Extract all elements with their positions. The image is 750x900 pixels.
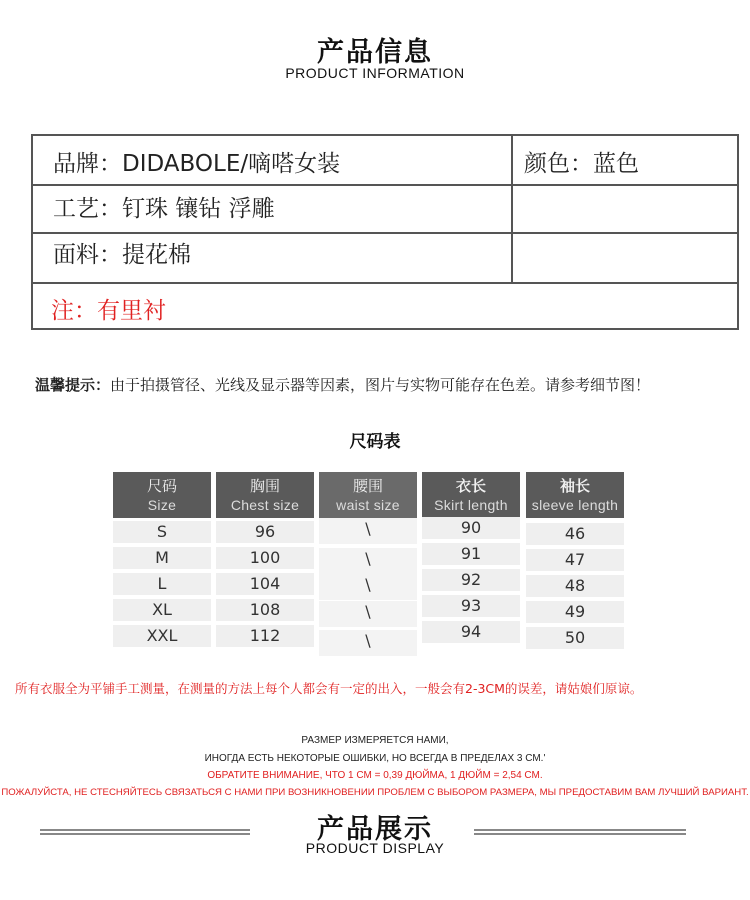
info-row-brand xyxy=(33,136,737,184)
color-label: 颜色：蓝色 xyxy=(524,151,639,177)
chest-cell: 100 xyxy=(216,547,314,569)
sleeve-header-en: sleeve length xyxy=(531,497,619,513)
color-difference-tip xyxy=(35,374,650,395)
length-column-header xyxy=(422,472,520,518)
size-column xyxy=(113,472,211,645)
sleeve-header-cn: 袖长 xyxy=(559,477,590,495)
size-cell: XL xyxy=(113,599,211,621)
info-row-craft xyxy=(33,184,737,232)
craft-label: 工艺：钉珠 镶钻 浮雕 xyxy=(53,196,275,222)
product-display-subtitle: PRODUCT DISPLAY xyxy=(305,840,445,856)
size-cell: S xyxy=(113,521,211,543)
waist-column-header xyxy=(319,472,417,518)
chest-column xyxy=(216,472,314,645)
chest-header-cn: 胸围 xyxy=(249,477,280,495)
chest-cell: 108 xyxy=(216,599,314,621)
waist-cell: \ xyxy=(319,574,417,600)
tip-label: 温馨提示： xyxy=(35,376,111,394)
length-column xyxy=(422,472,520,641)
length-cell: 92 xyxy=(422,569,520,591)
size-chart-title: 尺码表 xyxy=(349,432,401,452)
size-column-header xyxy=(113,472,211,518)
waist-header-cn: 腰围 xyxy=(352,477,383,495)
russian-note-4: ПОЖАЛУЙСТА, НЕ СТЕСНЯЙТЕСЬ СВЯЗАТЬСЯ С НАМИ ПРИ ВОЗНИКНОВЕНИИ ПРОБЛЕМ С ВЫБОРОМ РАЗМЕРА, МЫ ПРЕДОСТАВИМ ВАМ ЛУЧШИЙ ВАРИАНТ. xyxy=(1,787,749,798)
info-row-fabric xyxy=(33,232,737,282)
waist-header-en: waist size xyxy=(336,497,400,513)
tip-text: 由于拍摄管径、光线及显示器等因素，图片与实物可能存在色差。请参考细节图！ xyxy=(110,376,651,394)
sleeve-cell: 49 xyxy=(526,601,624,623)
length-cell: 93 xyxy=(422,595,520,617)
waist-cell: \ xyxy=(319,630,417,656)
sleeve-column-header xyxy=(526,472,624,518)
sleeve-cell: 47 xyxy=(526,549,624,571)
info-table xyxy=(31,134,739,330)
size-header-en: Size xyxy=(147,497,177,513)
sleeve-cell: 48 xyxy=(526,575,624,597)
chest-cell: 104 xyxy=(216,573,314,595)
russian-note-2: ИНОГДА ЕСТЬ НЕКОТОРЫЕ ОШИБКИ, НО ВСЕГДА В ПРЕДЕЛАХ 3 СМ.' xyxy=(204,753,546,764)
chest-cell: 112 xyxy=(216,625,314,647)
product-display-title: 产品展示 xyxy=(317,814,433,845)
chest-header-en: Chest size xyxy=(230,497,300,513)
russian-note-3: ОБРАТИТЕ ВНИМАНИЕ, ЧТО 1 СМ = 0,39 ДЮЙМА, 1 ДЮЙМ = 2,54 СМ. xyxy=(207,770,543,781)
size-cell: XXL xyxy=(113,625,211,647)
chest-cell: 96 xyxy=(216,521,314,543)
brand-label: 品牌：DIDABOLE/嘀嗒女装 xyxy=(53,151,341,177)
size-header-cn: 尺码 xyxy=(146,477,177,495)
length-cell: 94 xyxy=(422,621,520,643)
length-header-en: Skirt length xyxy=(434,497,508,513)
waist-cell: \ xyxy=(319,548,417,574)
product-info-title: 产品信息 xyxy=(317,37,433,68)
info-row-note xyxy=(33,282,737,330)
length-cell: 90 xyxy=(422,517,520,539)
sleeve-cell: 46 xyxy=(526,523,624,545)
fabric-label: 面料：提花棉 xyxy=(53,242,191,268)
chest-column-header xyxy=(216,472,314,518)
sleeve-cell: 50 xyxy=(526,627,624,649)
size-chart xyxy=(113,472,626,657)
waist-cell: \ xyxy=(319,518,417,544)
size-cell: L xyxy=(113,573,211,595)
length-cell: 91 xyxy=(422,543,520,565)
waist-cell: \ xyxy=(319,601,417,627)
sleeve-column xyxy=(526,472,624,647)
measurement-note: 所有衣服全为平铺手工测量，在测量的方法上每个人都会有一定的出入，一般会有2-3CM的误差，请姑娘们原谅。 xyxy=(15,681,643,696)
lining-note: 注：有里衬 xyxy=(51,298,166,324)
size-cell: M xyxy=(113,547,211,569)
product-info-subtitle: PRODUCT INFORMATION xyxy=(285,65,465,81)
length-header-cn: 衣长 xyxy=(455,477,486,495)
russian-note-1: РАЗМЕР ИЗМЕРЯЕТСЯ НАМИ, xyxy=(301,735,449,746)
waist-column xyxy=(319,472,417,650)
